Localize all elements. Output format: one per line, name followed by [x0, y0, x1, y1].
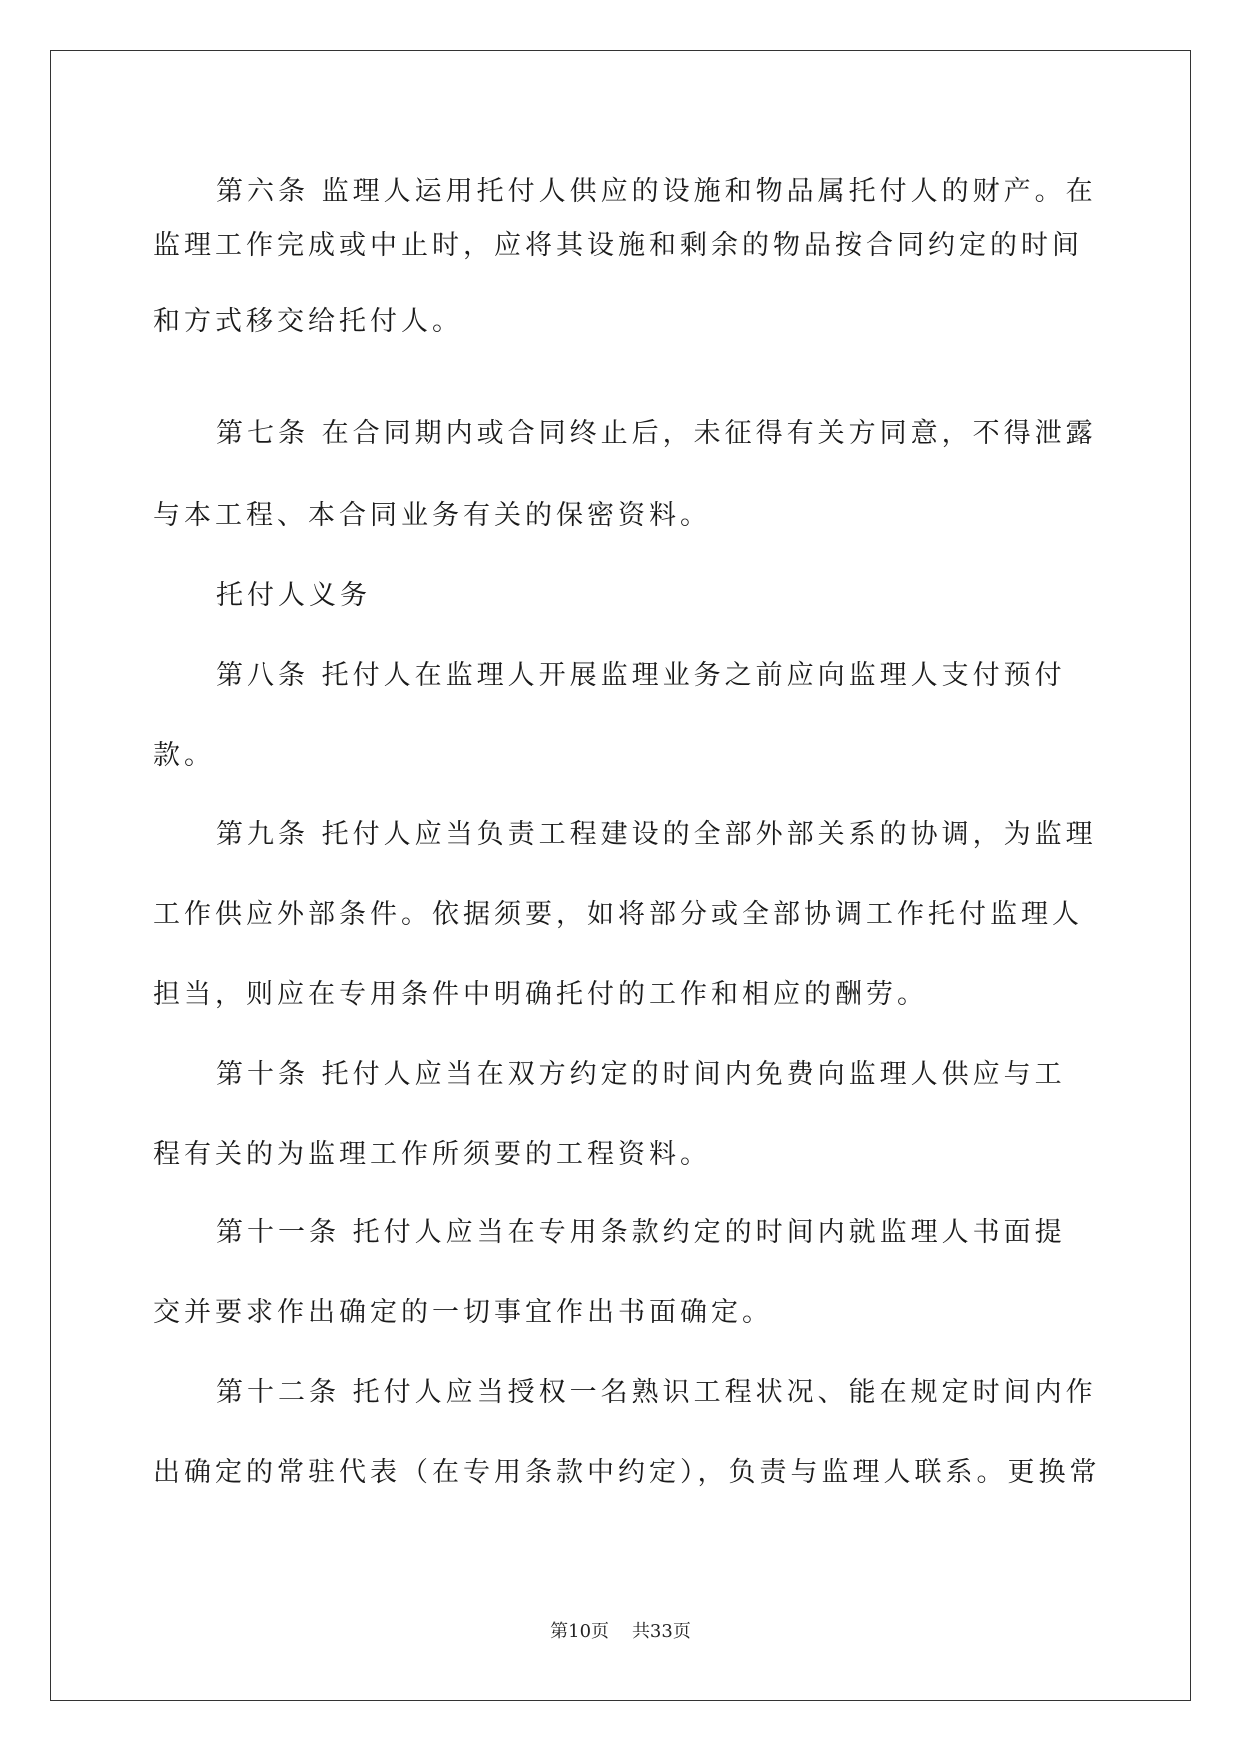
paragraph-line: 出确定的常驻代表（在专用条款中约定），负责与监理人联系。更换常 [153, 1457, 1101, 1488]
paragraph-line: 第八条 托付人在监理人开展监理业务之前应向监理人支付预付 [216, 660, 1066, 691]
paragraph-line: 工作供应外部条件。依据须要，如将部分或全部协调工作托付监理人 [153, 899, 1083, 930]
paragraph-line: 担当，则应在专用条件中明确托付的工作和相应的酬劳。 [153, 979, 928, 1010]
paragraph-line: 交并要求作出确定的一切事宜作出书面确定。 [153, 1297, 773, 1328]
paragraph-line: 第十一条 托付人应当在专用条款约定的时间内就监理人书面提 [216, 1217, 1066, 1248]
page-footer [0, 1620, 1241, 1644]
paragraph-line: 监理工作完成或中止时，应将其设施和剩余的物品按合同约定的时间 [153, 230, 1083, 261]
page-number: 第10页 [550, 1621, 610, 1642]
section-heading: 托付人义务 [216, 580, 371, 611]
paragraph-line: 第七条 在合同期内或合同终止后，未征得有关方同意，不得泄露 [216, 418, 1097, 449]
paragraph-line: 款。 [153, 740, 215, 771]
paragraph-line: 程有关的为监理工作所须要的工程资料。 [153, 1139, 711, 1170]
paragraph-line: 第十条 托付人应当在双方约定的时间内免费向监理人供应与工 [216, 1059, 1066, 1090]
paragraph-line: 第十二条 托付人应当授权一名熟识工程状况、能在规定时间内作 [216, 1377, 1097, 1408]
paragraph-line: 和方式移交给托付人。 [153, 306, 463, 337]
paragraph-line: 第六条 监理人运用托付人供应的设施和物品属托付人的财产。在 [216, 176, 1097, 207]
paragraph-line: 与本工程、本合同业务有关的保密资料。 [153, 500, 711, 531]
paragraph-line: 第九条 托付人应当负责工程建设的全部外部关系的协调，为监理 [216, 819, 1097, 850]
page-total: 共33页 [631, 1621, 691, 1642]
